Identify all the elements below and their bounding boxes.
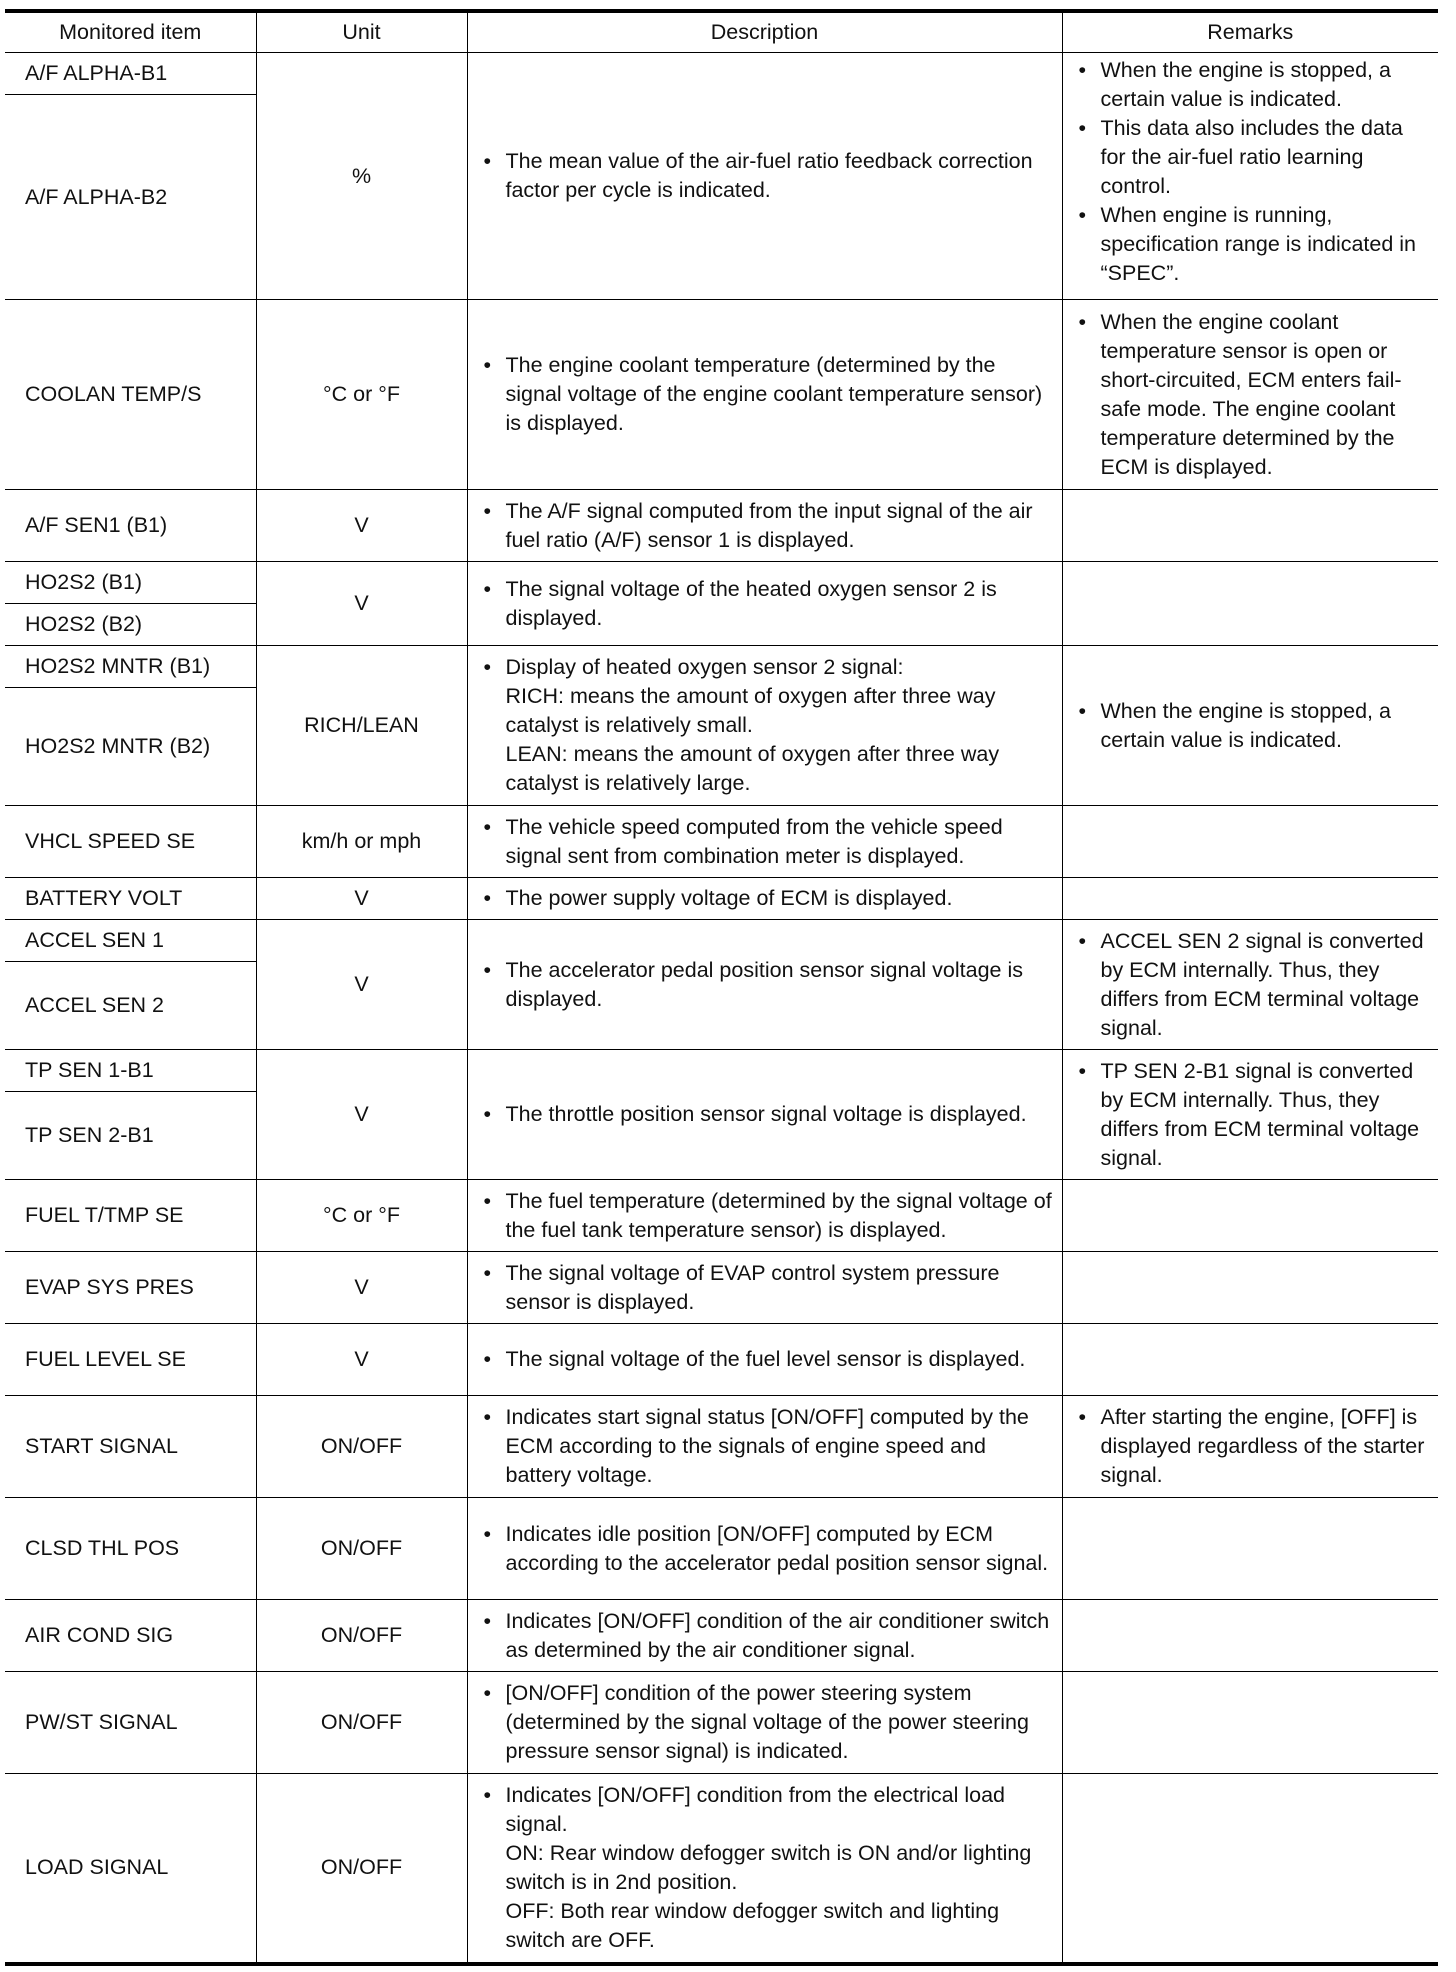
remarks-cell (1062, 920, 1438, 1050)
unit-cell: V (256, 1252, 467, 1324)
remarks-cell (1062, 1600, 1438, 1672)
table-row (5, 490, 1438, 562)
description-cell (467, 1324, 1062, 1396)
unit-cell: RICH/LEAN (256, 646, 467, 806)
item-cell: START SIGNAL (5, 1396, 256, 1498)
remarks-cell (1062, 1050, 1438, 1180)
header-row (5, 11, 1438, 53)
description-text (482, 653, 1056, 798)
table-row (5, 1498, 1438, 1600)
unit-cell: V (256, 562, 467, 646)
item-cell: COOLAN TEMP/S (5, 300, 256, 490)
table-row (5, 1672, 1438, 1774)
monitor-table-container (5, 9, 1438, 1966)
remarks-cell (1062, 1324, 1438, 1396)
item-cell: HO2S2 MNTR (B1) (5, 646, 256, 688)
description-cell (467, 53, 1062, 300)
item-cell: EVAP SYS PRES (5, 1252, 256, 1324)
remarks-cell (1062, 1180, 1438, 1252)
description-line: • Display of heated oxygen sensor 2 signal: (505, 655, 904, 679)
table-row (5, 300, 1438, 490)
description-text: • The accelerator pedal position sensor signal voltage is displayed. (482, 956, 1056, 1014)
table-row (5, 53, 1438, 95)
description-line: RICH: means the amount of oxygen after three way catalyst is relatively small. (505, 684, 996, 737)
unit-cell: km/h or mph (256, 806, 467, 878)
description-text: • Indicates start signal status [ON/OFF] computed by the ECM according to the signals of engine speed and battery voltage. (482, 1403, 1056, 1490)
description-cell (467, 1180, 1062, 1252)
description-text: • The power supply voltage of ECM is displayed. (482, 884, 1056, 913)
table-row (5, 878, 1438, 920)
description-cell (467, 1774, 1062, 1964)
description-text: • [ON/OFF] condition of the power steering system (determined by the signal voltage of the power steering pressure sensor signal) is indicated. (482, 1679, 1056, 1766)
description-line: LEAN: means the amount of oxygen after three way catalyst is relatively large. (505, 742, 1000, 795)
item-cell: HO2S2 (B1) (5, 562, 256, 604)
item-cell: AIR COND SIG (5, 1600, 256, 1672)
description-cell (467, 1498, 1062, 1600)
description-cell (467, 300, 1062, 490)
table-row (5, 1600, 1438, 1672)
table-row (5, 1774, 1438, 1964)
description-text: • The engine coolant temperature (determined by the signal voltage of the engine coolant temperature sensor) is displayed. (482, 351, 1056, 438)
description-text: • Indicates [ON/OFF] condition of the air conditioner switch as determined by the air conditioner signal. (482, 1607, 1056, 1665)
description-text: • The mean value of the air-fuel ratio feedback correction factor per cycle is indicated. (482, 147, 1056, 205)
description-line: ON: Rear window defogger switch is ON and/or lighting switch is in 2nd position. (505, 1840, 1032, 1894)
item-cell: FUEL T/TMP SE (5, 1180, 256, 1252)
item-cell: ACCEL SEN 1 (5, 920, 256, 962)
header-description: Description (467, 11, 1062, 53)
table-row (5, 1180, 1438, 1252)
unit-cell: V (256, 1324, 467, 1396)
description-text: • The throttle position sensor signal voltage is displayed. (482, 1100, 1056, 1129)
unit-cell: V (256, 490, 467, 562)
unit-cell: V (256, 1050, 467, 1180)
unit-cell: ON/OFF (256, 1774, 467, 1964)
item-cell: ACCEL SEN 2 (5, 962, 256, 1050)
item-cell: PW/ST SIGNAL (5, 1672, 256, 1774)
remark-text: • After starting the engine, [OFF] is displayed regardless of the starter signal. (1077, 1403, 1433, 1490)
description-cell (467, 562, 1062, 646)
description-text: • The A/F signal computed from the input signal of the air fuel ratio (A/F) sensor 1 is displayed. (482, 497, 1056, 555)
description-text (482, 1781, 1056, 1955)
remark-text: • TP SEN 2-B1 signal is converted by ECM internally. Thus, they differs from ECM terminal voltage signal. (1077, 1057, 1433, 1173)
remarks-cell (1062, 646, 1438, 806)
item-cell: VHCL SPEED SE (5, 806, 256, 878)
description-text: • The signal voltage of EVAP control system pressure sensor is displayed. (482, 1259, 1056, 1317)
remarks-cell (1062, 1498, 1438, 1600)
remarks-cell (1062, 1672, 1438, 1774)
unit-cell: V (256, 920, 467, 1050)
table-row (5, 562, 1438, 604)
remarks-cell (1062, 1252, 1438, 1324)
unit-cell: ON/OFF (256, 1672, 467, 1774)
unit-cell: °C or °F (256, 1180, 467, 1252)
description-text: • The fuel temperature (determined by the signal voltage of the fuel tank temperature sensor) is displayed. (482, 1187, 1056, 1245)
description-cell (467, 806, 1062, 878)
table-row (5, 1252, 1438, 1324)
remark-text: • ACCEL SEN 2 signal is converted by ECM internally. Thus, they differs from ECM terminal voltage signal. (1077, 927, 1433, 1043)
description-cell (467, 646, 1062, 806)
remark-text: • This data also includes the data for the air-fuel ratio learning control. (1077, 114, 1433, 201)
item-cell: CLSD THL POS (5, 1498, 256, 1600)
item-cell: FUEL LEVEL SE (5, 1324, 256, 1396)
unit-cell: °C or °F (256, 300, 467, 490)
description-cell (467, 1396, 1062, 1498)
header-remarks: Remarks (1062, 11, 1438, 53)
header-monitored-item: Monitored item (5, 11, 256, 53)
unit-cell: V (256, 878, 467, 920)
table-row (5, 920, 1438, 962)
description-cell (467, 1252, 1062, 1324)
item-cell: LOAD SIGNAL (5, 1774, 256, 1964)
item-cell: TP SEN 1-B1 (5, 1050, 256, 1092)
table-row (5, 1396, 1438, 1498)
remark-text: • When the engine is stopped, a certain value is indicated. (1077, 697, 1433, 755)
table-row (5, 1050, 1438, 1092)
item-cell: TP SEN 2-B1 (5, 1092, 256, 1180)
item-cell: A/F ALPHA-B1 (5, 53, 256, 95)
unit-cell: ON/OFF (256, 1396, 467, 1498)
monitored-items-table (5, 9, 1438, 1966)
remarks-cell (1062, 878, 1438, 920)
remarks-cell (1062, 490, 1438, 562)
description-text: • Indicates idle position [ON/OFF] computed by ECM according to the accelerator pedal position sensor signal. (482, 1520, 1056, 1578)
remark-text: • When the engine coolant temperature sensor is open or short-circuited, ECM enters fail-safe mode. The engine coolant temperature determined by the ECM is displayed. (1077, 308, 1433, 482)
remarks-cell (1062, 53, 1438, 300)
description-cell (467, 490, 1062, 562)
description-text: • The signal voltage of the heated oxygen sensor 2 is displayed. (482, 575, 1056, 633)
description-cell (467, 1672, 1062, 1774)
item-cell: HO2S2 MNTR (B2) (5, 688, 256, 806)
table-row (5, 806, 1438, 878)
description-cell (467, 1050, 1062, 1180)
description-text: • The vehicle speed computed from the vehicle speed signal sent from combination meter is displayed. (482, 813, 1056, 871)
item-cell: HO2S2 (B2) (5, 604, 256, 646)
description-line: OFF: Both rear window defogger switch and lighting switch are OFF. (505, 1898, 1000, 1952)
header-unit: Unit (256, 11, 467, 53)
remarks-cell (1062, 806, 1438, 878)
unit-cell: ON/OFF (256, 1498, 467, 1600)
remarks-cell (1062, 562, 1438, 646)
description-cell (467, 1600, 1062, 1672)
unit-cell: % (256, 53, 467, 300)
remark-text: • When engine is running, specification range is indicated in “SPEC”. (1077, 201, 1433, 288)
table-row (5, 1324, 1438, 1396)
item-cell: BATTERY VOLT (5, 878, 256, 920)
remark-text: • When the engine is stopped, a certain value is indicated. (1077, 56, 1433, 114)
description-cell (467, 920, 1062, 1050)
item-cell: A/F SEN1 (B1) (5, 490, 256, 562)
unit-cell: ON/OFF (256, 1600, 467, 1672)
remarks-cell (1062, 1396, 1438, 1498)
remarks-cell (1062, 300, 1438, 490)
item-cell: A/F ALPHA-B2 (5, 95, 256, 300)
description-text: • The signal voltage of the fuel level sensor is displayed. (482, 1345, 1056, 1374)
table-row (5, 646, 1438, 688)
description-line: • Indicates [ON/OFF] condition from the electrical load signal. (505, 1782, 1005, 1836)
description-cell (467, 878, 1062, 920)
remarks-cell (1062, 1774, 1438, 1964)
